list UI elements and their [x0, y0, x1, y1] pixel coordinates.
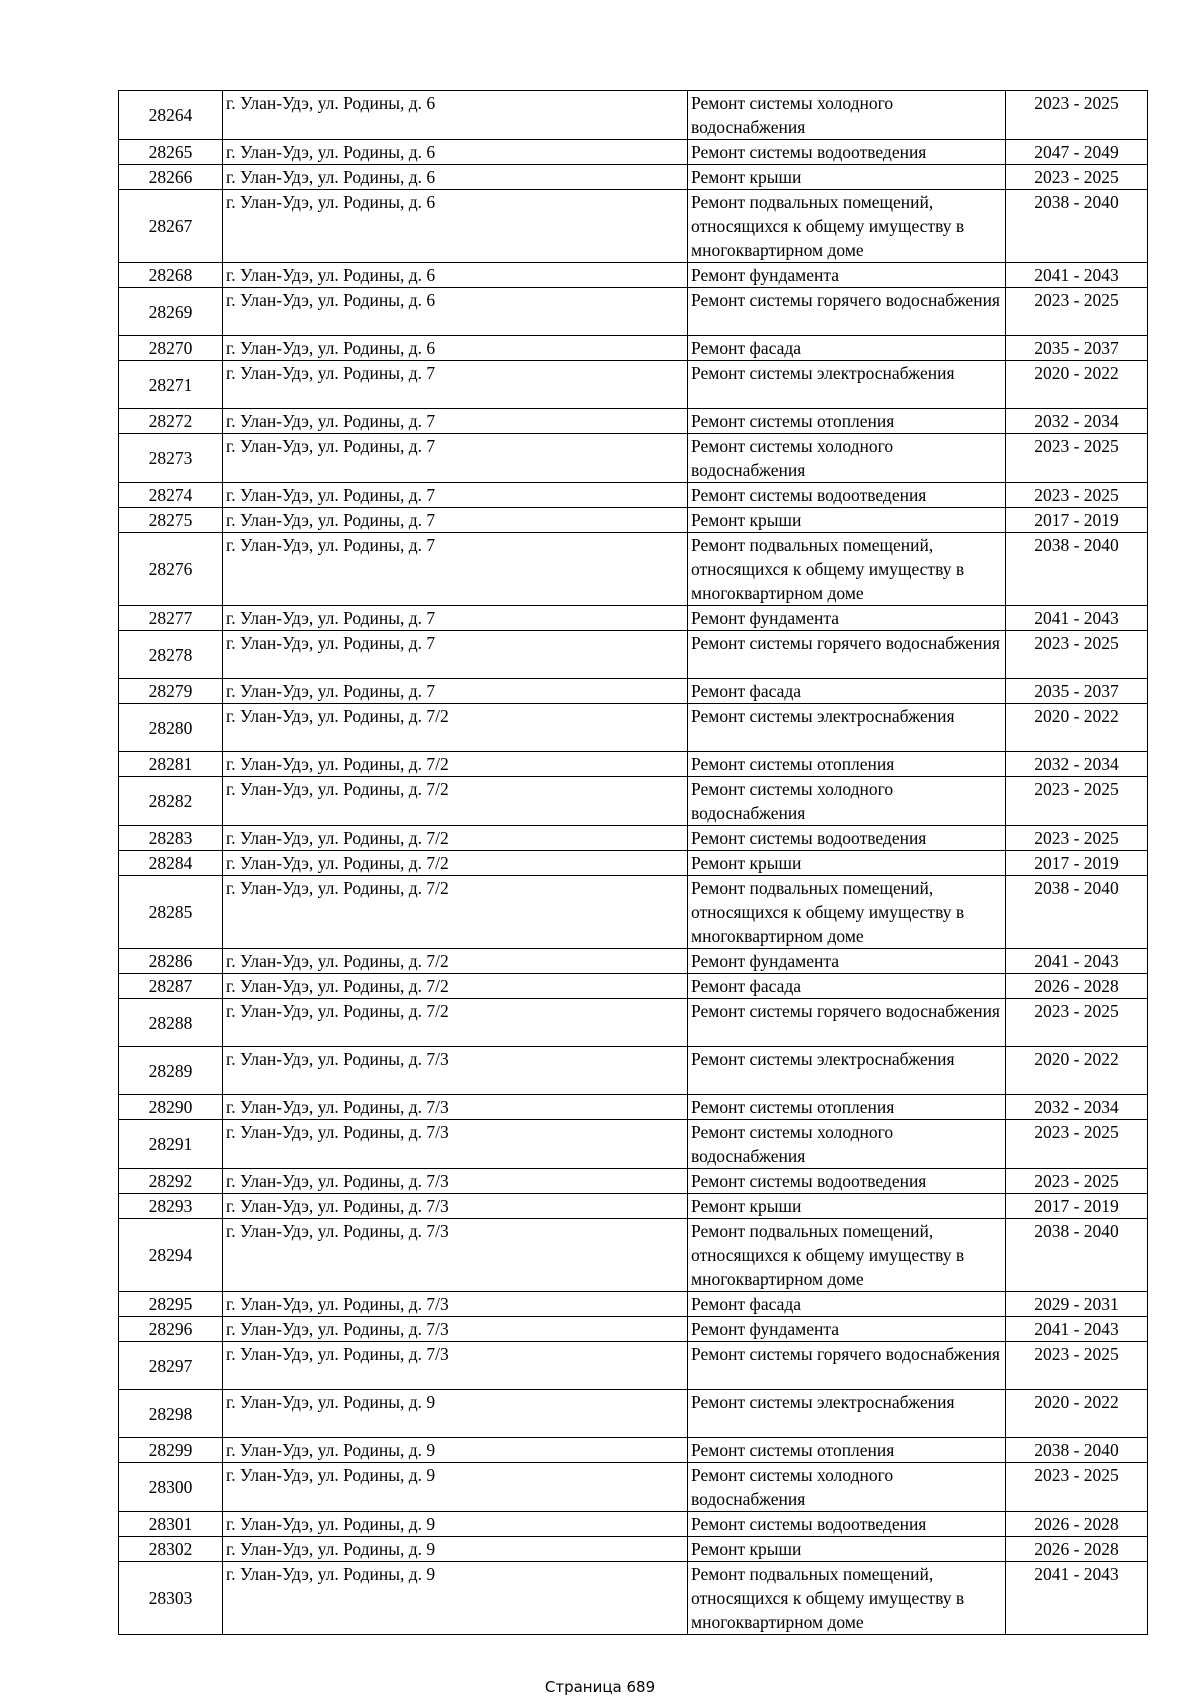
work-type-cell: Ремонт системы электроснабжения	[688, 1390, 1006, 1438]
row-number: 28272	[119, 409, 223, 434]
table-row	[119, 336, 1148, 361]
table-row	[119, 165, 1148, 190]
table-row	[119, 533, 1148, 606]
work-type-cell: Ремонт подвальных помещений, относящихся к общему имуществу в многоквартирном доме	[688, 1219, 1006, 1292]
address-cell: г. Улан-Удэ, ул. Родины, д. 7/2	[223, 974, 688, 999]
row-number: 28295	[119, 1292, 223, 1317]
row-number: 28269	[119, 288, 223, 336]
address-cell: г. Улан-Удэ, ул. Родины, д. 9	[223, 1463, 688, 1512]
row-number: 28273	[119, 434, 223, 483]
row-number: 28289	[119, 1047, 223, 1095]
row-number: 28294	[119, 1219, 223, 1292]
address-cell: г. Улан-Удэ, ул. Родины, д. 7	[223, 483, 688, 508]
row-number: 28276	[119, 533, 223, 606]
table-row	[119, 851, 1148, 876]
page-number: Страница 689	[544, 1678, 656, 1696]
row-number: 28268	[119, 263, 223, 288]
address-cell: г. Улан-Удэ, ул. Родины, д. 7/3	[223, 1342, 688, 1390]
address-cell: г. Улан-Удэ, ул. Родины, д. 7	[223, 361, 688, 409]
address-cell: г. Улан-Удэ, ул. Родины, д. 7/3	[223, 1047, 688, 1095]
row-number: 28282	[119, 777, 223, 826]
address-cell: г. Улан-Удэ, ул. Родины, д. 7/3	[223, 1317, 688, 1342]
table-row	[119, 1219, 1148, 1292]
address-cell: г. Улан-Удэ, ул. Родины, д. 7/2	[223, 949, 688, 974]
address-cell: г. Улан-Удэ, ул. Родины, д. 7/2	[223, 704, 688, 752]
work-type-cell: Ремонт системы водоотведения	[688, 1512, 1006, 1537]
row-number: 28298	[119, 1390, 223, 1438]
address-cell: г. Улан-Удэ, ул. Родины, д. 7/3	[223, 1120, 688, 1169]
table-row	[119, 606, 1148, 631]
period-cell: 2032 - 2034	[1006, 752, 1148, 777]
row-number: 28281	[119, 752, 223, 777]
table-row	[119, 777, 1148, 826]
table-row	[119, 876, 1148, 949]
work-type-cell: Ремонт подвальных помещений, относящихся к общему имуществу в многоквартирном доме	[688, 533, 1006, 606]
period-cell: 2023 - 2025	[1006, 1169, 1148, 1194]
period-cell: 2017 - 2019	[1006, 851, 1148, 876]
row-number: 28271	[119, 361, 223, 409]
address-cell: г. Улан-Удэ, ул. Родины, д. 7/3	[223, 1194, 688, 1219]
address-cell: г. Улан-Удэ, ул. Родины, д. 7	[223, 679, 688, 704]
repair-schedule-table	[118, 90, 1148, 1635]
address-cell: г. Улан-Удэ, ул. Родины, д. 7	[223, 508, 688, 533]
work-type-cell: Ремонт фундамента	[688, 606, 1006, 631]
period-cell: 2023 - 2025	[1006, 1463, 1148, 1512]
row-number: 28284	[119, 851, 223, 876]
work-type-cell: Ремонт системы отопления	[688, 752, 1006, 777]
row-number: 28293	[119, 1194, 223, 1219]
work-type-cell: Ремонт системы водоотведения	[688, 826, 1006, 851]
period-cell: 2029 - 2031	[1006, 1292, 1148, 1317]
row-number: 28291	[119, 1120, 223, 1169]
table-row	[119, 974, 1148, 999]
period-cell: 2023 - 2025	[1006, 288, 1148, 336]
table-row	[119, 1169, 1148, 1194]
table-row	[119, 1463, 1148, 1512]
work-type-cell: Ремонт системы холодного водоснабжения	[688, 777, 1006, 826]
address-cell: г. Улан-Удэ, ул. Родины, д. 7/2	[223, 999, 688, 1047]
row-number: 28302	[119, 1537, 223, 1562]
table-row	[119, 288, 1148, 336]
table-row	[119, 1095, 1148, 1120]
table-row	[119, 508, 1148, 533]
period-cell: 2026 - 2028	[1006, 974, 1148, 999]
address-cell: г. Улан-Удэ, ул. Родины, д. 7/3	[223, 1169, 688, 1194]
table-row	[119, 826, 1148, 851]
address-cell: г. Улан-Удэ, ул. Родины, д. 6	[223, 336, 688, 361]
table-row	[119, 190, 1148, 263]
period-cell: 2023 - 2025	[1006, 1120, 1148, 1169]
address-cell: г. Улан-Удэ, ул. Родины, д. 7	[223, 434, 688, 483]
row-number: 28296	[119, 1317, 223, 1342]
work-type-cell: Ремонт подвальных помещений, относящихся к общему имуществу в многоквартирном доме	[688, 190, 1006, 263]
row-number: 28299	[119, 1438, 223, 1463]
row-number: 28290	[119, 1095, 223, 1120]
table-row	[119, 1512, 1148, 1537]
work-type-cell: Ремонт фундамента	[688, 263, 1006, 288]
address-cell: г. Улан-Удэ, ул. Родины, д. 6	[223, 91, 688, 140]
address-cell: г. Улан-Удэ, ул. Родины, д. 7/2	[223, 777, 688, 826]
table-row	[119, 1120, 1148, 1169]
row-number: 28301	[119, 1512, 223, 1537]
period-cell: 2020 - 2022	[1006, 1047, 1148, 1095]
address-cell: г. Улан-Удэ, ул. Родины, д. 9	[223, 1512, 688, 1537]
work-type-cell: Ремонт фасада	[688, 336, 1006, 361]
work-type-cell: Ремонт системы электроснабжения	[688, 704, 1006, 752]
row-number: 28303	[119, 1562, 223, 1635]
address-cell: г. Улан-Удэ, ул. Родины, д. 7/2	[223, 752, 688, 777]
work-type-cell: Ремонт системы холодного водоснабжения	[688, 91, 1006, 140]
work-type-cell: Ремонт системы водоотведения	[688, 1169, 1006, 1194]
table-row	[119, 1537, 1148, 1562]
period-cell: 2035 - 2037	[1006, 336, 1148, 361]
work-type-cell: Ремонт системы электроснабжения	[688, 1047, 1006, 1095]
address-cell: г. Улан-Удэ, ул. Родины, д. 9	[223, 1438, 688, 1463]
period-cell: 2038 - 2040	[1006, 1219, 1148, 1292]
work-type-cell: Ремонт системы водоотведения	[688, 483, 1006, 508]
work-type-cell: Ремонт системы холодного водоснабжения	[688, 1120, 1006, 1169]
work-type-cell: Ремонт системы электроснабжения	[688, 361, 1006, 409]
table-row	[119, 140, 1148, 165]
table-row	[119, 1390, 1148, 1438]
table-row	[119, 999, 1148, 1047]
address-cell: г. Улан-Удэ, ул. Родины, д. 7	[223, 606, 688, 631]
address-cell: г. Улан-Удэ, ул. Родины, д. 9	[223, 1390, 688, 1438]
period-cell: 2026 - 2028	[1006, 1537, 1148, 1562]
period-cell: 2023 - 2025	[1006, 91, 1148, 140]
row-number: 28275	[119, 508, 223, 533]
table-row	[119, 434, 1148, 483]
work-type-cell: Ремонт системы горячего водоснабжения	[688, 999, 1006, 1047]
table-row	[119, 1317, 1148, 1342]
work-type-cell: Ремонт системы горячего водоснабжения	[688, 1342, 1006, 1390]
address-cell: г. Улан-Удэ, ул. Родины, д. 9	[223, 1537, 688, 1562]
period-cell: 2041 - 2043	[1006, 1317, 1148, 1342]
address-cell: г. Улан-Удэ, ул. Родины, д. 7/3	[223, 1095, 688, 1120]
table-row	[119, 631, 1148, 679]
work-type-cell: Ремонт системы горячего водоснабжения	[688, 631, 1006, 679]
address-cell: г. Улан-Удэ, ул. Родины, д. 7/2	[223, 826, 688, 851]
period-cell: 2047 - 2049	[1006, 140, 1148, 165]
work-type-cell: Ремонт подвальных помещений, относящихся к общему имуществу в многоквартирном доме	[688, 1562, 1006, 1635]
address-cell: г. Улан-Удэ, ул. Родины, д. 7	[223, 533, 688, 606]
period-cell: 2041 - 2043	[1006, 263, 1148, 288]
row-number: 28266	[119, 165, 223, 190]
address-cell: г. Улан-Удэ, ул. Родины, д. 6	[223, 140, 688, 165]
row-number: 28287	[119, 974, 223, 999]
period-cell: 2038 - 2040	[1006, 876, 1148, 949]
row-number: 28277	[119, 606, 223, 631]
row-number: 28300	[119, 1463, 223, 1512]
work-type-cell: Ремонт фундамента	[688, 1317, 1006, 1342]
row-number: 28285	[119, 876, 223, 949]
period-cell: 2038 - 2040	[1006, 1438, 1148, 1463]
work-type-cell: Ремонт системы водоотведения	[688, 140, 1006, 165]
period-cell: 2020 - 2022	[1006, 704, 1148, 752]
work-type-cell: Ремонт системы холодного водоснабжения	[688, 434, 1006, 483]
table-body	[119, 91, 1148, 1635]
work-type-cell: Ремонт системы отопления	[688, 1438, 1006, 1463]
period-cell: 2026 - 2028	[1006, 1512, 1148, 1537]
address-cell: г. Улан-Удэ, ул. Родины, д. 6	[223, 263, 688, 288]
table-row	[119, 1342, 1148, 1390]
work-type-cell: Ремонт системы горячего водоснабжения	[688, 288, 1006, 336]
row-number: 28264	[119, 91, 223, 140]
row-number: 28270	[119, 336, 223, 361]
address-cell: г. Улан-Удэ, ул. Родины, д. 7/3	[223, 1292, 688, 1317]
address-cell: г. Улан-Удэ, ул. Родины, д. 7/3	[223, 1219, 688, 1292]
period-cell: 2038 - 2040	[1006, 533, 1148, 606]
table-row	[119, 1194, 1148, 1219]
period-cell: 2020 - 2022	[1006, 1390, 1148, 1438]
period-cell: 2023 - 2025	[1006, 777, 1148, 826]
address-cell: г. Улан-Удэ, ул. Родины, д. 7	[223, 631, 688, 679]
table-row	[119, 679, 1148, 704]
work-type-cell: Ремонт фасада	[688, 1292, 1006, 1317]
table-row	[119, 409, 1148, 434]
period-cell: 2035 - 2037	[1006, 679, 1148, 704]
address-cell: г. Улан-Удэ, ул. Родины, д. 7/2	[223, 851, 688, 876]
work-type-cell: Ремонт крыши	[688, 1537, 1006, 1562]
row-number: 28297	[119, 1342, 223, 1390]
work-type-cell: Ремонт системы холодного водоснабжения	[688, 1463, 1006, 1512]
table-row	[119, 1562, 1148, 1635]
table-row	[119, 91, 1148, 140]
period-cell: 2041 - 2043	[1006, 949, 1148, 974]
row-number: 28292	[119, 1169, 223, 1194]
period-cell: 2017 - 2019	[1006, 508, 1148, 533]
row-number: 28286	[119, 949, 223, 974]
work-type-cell: Ремонт фасада	[688, 679, 1006, 704]
period-cell: 2023 - 2025	[1006, 631, 1148, 679]
period-cell: 2023 - 2025	[1006, 1342, 1148, 1390]
work-type-cell: Ремонт крыши	[688, 165, 1006, 190]
address-cell: г. Улан-Удэ, ул. Родины, д. 7/2	[223, 876, 688, 949]
table-row	[119, 483, 1148, 508]
period-cell: 2041 - 2043	[1006, 606, 1148, 631]
period-cell: 2020 - 2022	[1006, 361, 1148, 409]
work-type-cell: Ремонт подвальных помещений, относящихся к общему имуществу в многоквартирном доме	[688, 876, 1006, 949]
address-cell: г. Улан-Удэ, ул. Родины, д. 7	[223, 409, 688, 434]
row-number: 28288	[119, 999, 223, 1047]
address-cell: г. Улан-Удэ, ул. Родины, д. 6	[223, 165, 688, 190]
row-number: 28279	[119, 679, 223, 704]
period-cell: 2023 - 2025	[1006, 483, 1148, 508]
work-type-cell: Ремонт крыши	[688, 508, 1006, 533]
table-row	[119, 263, 1148, 288]
table-row	[119, 361, 1148, 409]
table-row	[119, 752, 1148, 777]
work-type-cell: Ремонт крыши	[688, 851, 1006, 876]
work-type-cell: Ремонт системы отопления	[688, 1095, 1006, 1120]
work-type-cell: Ремонт фундамента	[688, 949, 1006, 974]
period-cell: 2032 - 2034	[1006, 409, 1148, 434]
row-number: 28278	[119, 631, 223, 679]
work-type-cell: Ремонт крыши	[688, 1194, 1006, 1219]
row-number: 28274	[119, 483, 223, 508]
address-cell: г. Улан-Удэ, ул. Родины, д. 6	[223, 190, 688, 263]
period-cell: 2023 - 2025	[1006, 826, 1148, 851]
period-cell: 2017 - 2019	[1006, 1194, 1148, 1219]
period-cell: 2041 - 2043	[1006, 1562, 1148, 1635]
period-cell: 2023 - 2025	[1006, 434, 1148, 483]
work-type-cell: Ремонт фасада	[688, 974, 1006, 999]
table-row	[119, 1438, 1148, 1463]
row-number: 28280	[119, 704, 223, 752]
address-cell: г. Улан-Удэ, ул. Родины, д. 6	[223, 288, 688, 336]
table-row	[119, 1292, 1148, 1317]
table-row	[119, 1047, 1148, 1095]
address-cell: г. Улан-Удэ, ул. Родины, д. 9	[223, 1562, 688, 1635]
table-row	[119, 949, 1148, 974]
table-row	[119, 704, 1148, 752]
row-number: 28283	[119, 826, 223, 851]
period-cell: 2023 - 2025	[1006, 165, 1148, 190]
period-cell: 2032 - 2034	[1006, 1095, 1148, 1120]
period-cell: 2023 - 2025	[1006, 999, 1148, 1047]
period-cell: 2038 - 2040	[1006, 190, 1148, 263]
work-type-cell: Ремонт системы отопления	[688, 409, 1006, 434]
row-number: 28267	[119, 190, 223, 263]
row-number: 28265	[119, 140, 223, 165]
